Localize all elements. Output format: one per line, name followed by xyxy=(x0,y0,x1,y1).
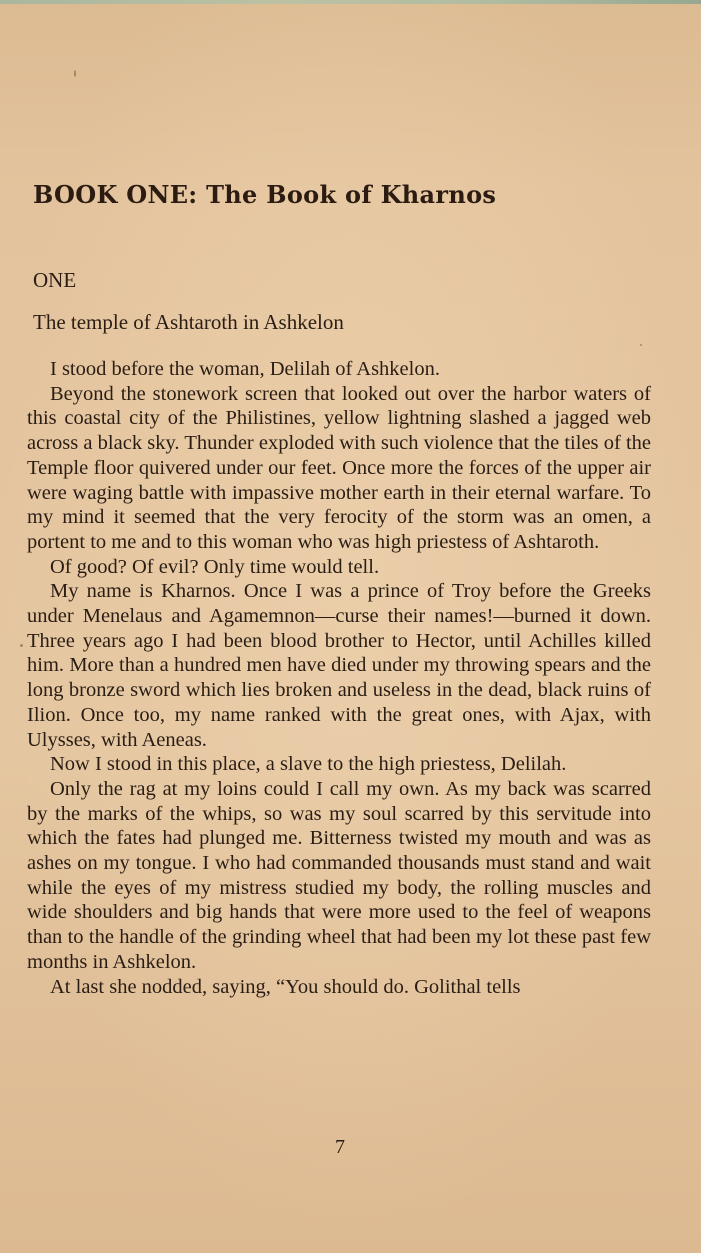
paragraph: Only the rag at my loins could I call my own. As my back was scarred by the marks of the whips, so was my soul scarred by this servitude into which the fates had plunged me. Bitterness twisted my mouth and was as ashes on my tongue. I who had commanded thousands must stand and wait while the eyes of my mistress studied my body, the rolling muscles and wide shoulders and big hands that were more used to the feel of weapons than to the handle of the grinding wheel that had been my lot these past few months in Ashkelon. xyxy=(27,777,651,973)
book-heading: BOOK ONE: The Book of Kharnos xyxy=(33,180,497,209)
chapter-number: ONE xyxy=(33,268,77,292)
paper-speck xyxy=(74,70,76,77)
paragraph: My name is Kharnos. Once I was a prince of Troy before the Greeks under Menelaus and Agamemnon—curse their names!—burned it down. Three years ago I had been blood brother to Hector, until Achilles killed him. More than a hundred men have died under my throwing spears and the long bronze sword which lies broken and useless in the dead, black ruins of Ilion. Once too, my name ranked with the great ones, with Ajax, with Ulysses, with Aeneas. xyxy=(27,580,651,751)
page-top-edge xyxy=(0,0,701,4)
paragraph: At last she nodded, saying, “You should do. Golithal tells xyxy=(50,975,521,998)
paragraph: Of good? Of evil? Only time would tell. xyxy=(50,555,380,578)
paragraph: Now I stood in this place, a slave to the high priestess, Delilah. xyxy=(50,753,567,776)
paragraph: Beyond the stonework screen that looked out over the harbor waters of this coastal city of the Philistines, yellow lightning slashed a jagged web across a black sky. Thunder exploded with such violence that the tiles of the Temple floor quivered under our feet. Once more the forces of the upper air were waging battle with impassive mother earth in their eternal warfare. To my mind it seemed that the very ferocity of the storm was an omen, a portent to me and to this woman who was high priestess of Ashtaroth. xyxy=(27,382,651,553)
paper-speck xyxy=(20,644,23,647)
paragraph: I stood before the woman, Delilah of Ashkelon. xyxy=(50,358,440,380)
chapter-body xyxy=(27,357,651,999)
paper-speck xyxy=(640,344,642,346)
page-number: 7 xyxy=(335,1136,345,1158)
chapter-subtitle: The temple of Ashtaroth in Ashkelon xyxy=(33,310,344,334)
